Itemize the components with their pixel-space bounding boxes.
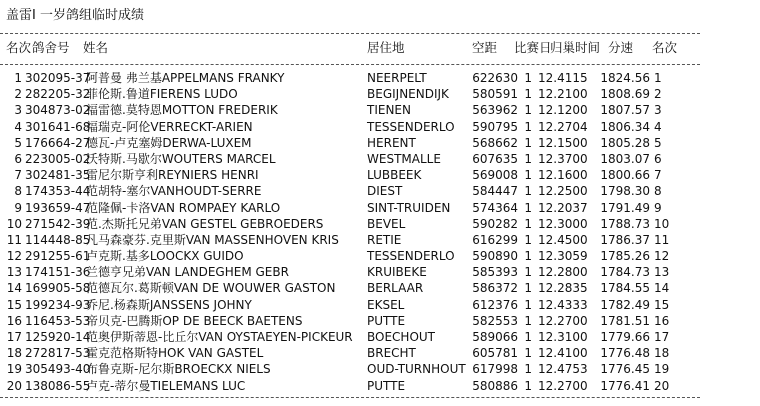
cell-ring-number: 305493-40	[25, 362, 91, 377]
cell-distance: 616299	[472, 232, 518, 247]
cell-speed: 1786.37	[600, 232, 650, 247]
cell-speed: 1784.73	[600, 265, 650, 280]
cell-return-time: 12.2100	[538, 87, 588, 102]
cell-return-time: 12.3700	[538, 151, 588, 166]
cell-rank: 7	[14, 168, 22, 183]
cell-location: KRUIBEKE	[367, 265, 427, 280]
cell-distance: 568662	[472, 135, 518, 150]
cell-name: 范胡特-塞尔VANHOUDT-SERRE	[86, 184, 262, 199]
table-row	[0, 234, 700, 250]
cell-distance: 563962	[472, 103, 518, 118]
cell-race-day: 1	[524, 184, 532, 199]
cell-return-time: 12.2835	[538, 281, 588, 296]
cell-return-time: 12.2037	[538, 200, 588, 215]
cell-location: LUBBEEK	[367, 168, 422, 183]
cell-position: 4	[654, 119, 662, 134]
divider-header	[0, 64, 700, 65]
cell-race-day: 1	[524, 168, 532, 183]
cell-position: 7	[654, 168, 662, 183]
cell-return-time: 12.2800	[538, 265, 588, 280]
table-row	[0, 88, 700, 104]
cell-race-day: 1	[524, 362, 532, 377]
header-name: 姓名	[83, 40, 109, 55]
cell-return-time: 12.2704	[538, 119, 588, 134]
cell-race-day: 1	[524, 297, 532, 312]
cell-position: 12	[654, 249, 670, 264]
cell-distance: 589066	[472, 330, 518, 344]
cell-ring-number: 174151-36	[25, 265, 91, 280]
cell-position: 9	[654, 200, 662, 215]
cell-race-day: 1	[524, 265, 532, 280]
cell-name: 帝贝克-巴腾斯OP DE BEECK BAETENS	[86, 313, 303, 328]
cell-distance: 569008	[472, 168, 518, 183]
table-row	[0, 331, 700, 347]
cell-position: 16	[654, 313, 670, 328]
cell-distance: 622630	[472, 71, 518, 85]
cell-ring-number: 302095-37	[25, 71, 91, 85]
cell-location: BEGIJNENDIJK	[367, 87, 449, 102]
cell-location: BERLAAR	[367, 281, 424, 296]
cell-name: 菲伦斯.鲁道FIERENS LUDO	[86, 87, 238, 102]
cell-name: 布鲁克斯-尼尔斯BROECKX NIELS	[86, 362, 271, 377]
table-row	[0, 104, 700, 120]
table-row	[0, 363, 700, 379]
cell-rank: 11	[6, 232, 22, 247]
cell-location: TIENEN	[367, 103, 411, 118]
cell-name: 兰德亨兄弟VAN LANDEGHEM GEBR	[86, 265, 289, 280]
cell-speed: 1803.07	[600, 151, 650, 166]
table-row	[0, 153, 700, 169]
cell-distance: 574364	[472, 200, 518, 215]
cell-rank: 3	[14, 103, 22, 118]
cell-race-day: 1	[524, 330, 532, 344]
cell-location: WESTMALLE	[367, 151, 441, 166]
cell-location: RETIE	[367, 232, 402, 247]
cell-speed: 1776.48	[600, 346, 650, 361]
header-ring-number: 鸽舍号	[32, 40, 70, 55]
cell-distance: 580591	[472, 87, 518, 102]
cell-distance: 590282	[472, 216, 518, 231]
cell-speed: 1806.34	[600, 119, 650, 134]
cell-distance: 585393	[472, 265, 518, 280]
cell-location: SINT-TRUIDEN	[367, 200, 451, 215]
cell-position: 15	[654, 297, 670, 312]
cell-ring-number: 169905-58	[25, 281, 91, 296]
header-distance: 空距	[472, 40, 498, 55]
cell-name: 霍克范格斯特HOK VAN GASTEL	[86, 346, 264, 361]
cell-ring-number: 125920-14	[25, 330, 91, 344]
cell-ring-number: 272817-53	[25, 346, 91, 361]
cell-ring-number: 116453-53	[25, 313, 91, 328]
cell-speed: 1791.49	[600, 200, 650, 215]
cell-name: 凡马森豪芬.克里斯VAN MASSENHOVEN KRIS	[86, 232, 339, 247]
table-row	[0, 218, 700, 234]
cell-name: 范.杰斯托兄弟VAN GESTEL GEBROEDERS	[86, 216, 324, 231]
cell-race-day: 1	[524, 232, 532, 247]
table-row	[0, 315, 700, 331]
cell-rank: 18	[6, 346, 22, 361]
cell-return-time: 12.3059	[538, 249, 588, 264]
cell-location: BRECHT	[367, 346, 416, 361]
cell-location: NEERPELT	[367, 71, 427, 85]
divider-top	[0, 33, 700, 34]
cell-return-time: 12.4753	[538, 362, 588, 377]
table-row	[0, 282, 700, 298]
cell-ring-number: 282205-32	[25, 87, 91, 102]
cell-name: 乔尼.杨森斯JANSSENS JOHNY	[86, 297, 252, 312]
cell-name: 阿普曼 弗兰基APPELMANS FRANKY	[86, 71, 285, 85]
cell-name: 福雷德.莫特恩MOTTON FREDERIK	[86, 103, 278, 118]
cell-name: 卢克-蒂尔曼TIELEMANS LUC	[86, 378, 246, 393]
cell-ring-number: 193659-47	[25, 200, 91, 215]
cell-rank: 15	[6, 297, 22, 312]
table-row	[0, 72, 700, 88]
table-row	[0, 121, 700, 137]
cell-ring-number: 114448-85	[25, 232, 91, 247]
header-rank: 名次	[6, 40, 32, 55]
cell-distance: 590795	[472, 119, 518, 134]
cell-location: PUTTE	[367, 378, 406, 393]
cell-rank: 16	[6, 313, 22, 328]
cell-distance: 590890	[472, 249, 518, 264]
cell-ring-number: 301641-68	[25, 119, 91, 134]
cell-distance: 617998	[472, 362, 518, 377]
cell-distance: 607635	[472, 151, 518, 166]
cell-location: EKSEL	[367, 297, 405, 312]
header-speed: 分速	[608, 40, 634, 55]
cell-return-time: 12.3000	[538, 216, 588, 231]
cell-speed: 1782.49	[600, 297, 650, 312]
cell-distance: 584447	[472, 184, 518, 199]
cell-return-time: 12.2700	[538, 313, 588, 328]
cell-position: 13	[654, 265, 670, 280]
cell-rank: 1	[14, 71, 22, 85]
cell-rank: 10	[6, 216, 22, 231]
cell-ring-number: 199234-93	[25, 297, 91, 312]
cell-position: 19	[654, 362, 670, 377]
cell-ring-number: 174353-44	[25, 184, 91, 199]
cell-location: HERENT	[367, 135, 416, 150]
cell-name: 范隆佩-卡洛VAN ROMPAEY KARLO	[86, 200, 281, 215]
cell-speed: 1808.69	[600, 87, 650, 102]
table-row	[0, 185, 700, 201]
cell-name: 卢克斯.基多LOOCKX GUIDO	[86, 249, 244, 264]
table-row	[0, 380, 700, 396]
cell-return-time: 12.2700	[538, 378, 588, 393]
cell-race-day: 1	[524, 87, 532, 102]
header-return-time: 归巢时间	[550, 40, 601, 55]
cell-speed: 1798.30	[600, 184, 650, 199]
cell-speed: 1785.26	[600, 249, 650, 264]
cell-position: 17	[654, 330, 670, 344]
cell-speed: 1784.55	[600, 281, 650, 296]
cell-race-day: 1	[524, 200, 532, 215]
table-row	[0, 202, 700, 218]
cell-position: 10	[654, 216, 670, 231]
cell-race-day: 1	[524, 216, 532, 231]
cell-race-day: 1	[524, 346, 532, 361]
cell-location: PUTTE	[367, 313, 406, 328]
cell-name: 范德瓦尔.葛斯顿VAN DE WOUWER GASTON	[86, 281, 336, 296]
cell-rank: 20	[6, 378, 22, 393]
cell-position: 8	[654, 184, 662, 199]
cell-position: 6	[654, 151, 662, 166]
cell-race-day: 1	[524, 119, 532, 134]
cell-ring-number: 138086-55	[25, 378, 91, 393]
cell-rank: 19	[6, 362, 22, 377]
cell-rank: 4	[14, 119, 22, 134]
cell-position: 5	[654, 135, 662, 150]
cell-return-time: 12.2500	[538, 184, 588, 199]
cell-distance: 612376	[472, 297, 518, 312]
table-row	[0, 137, 700, 153]
cell-position: 18	[654, 346, 670, 361]
cell-speed: 1824.56	[600, 71, 650, 85]
cell-location: BEVEL	[367, 216, 406, 231]
cell-return-time: 12.1600	[538, 168, 588, 183]
results-table	[0, 72, 700, 396]
cell-race-day: 1	[524, 103, 532, 118]
cell-name: 雷尼尔斯亨利REYNIERS HENRI	[86, 168, 259, 183]
table-row	[0, 299, 700, 315]
cell-rank: 17	[6, 330, 22, 344]
cell-race-day: 1	[524, 313, 532, 328]
cell-name: 沃特斯.马歇尔WOUTERS MARCEL	[86, 151, 276, 166]
cell-return-time: 12.1500	[538, 135, 588, 150]
cell-return-time: 12.4115	[538, 71, 588, 85]
cell-distance: 605781	[472, 346, 518, 361]
cell-name: 德瓦-卢克塞姆DERWA-LUXEM	[86, 135, 252, 150]
table-row	[0, 347, 700, 363]
header-race-day: 比赛日	[514, 40, 552, 55]
cell-ring-number: 271542-39	[25, 216, 91, 231]
cell-ring-number: 302481-35	[25, 168, 91, 183]
cell-ring-number: 291255-61	[25, 249, 91, 264]
cell-name: 福瑞克-阿伦VERRECKT-ARIEN	[86, 119, 253, 134]
cell-speed: 1800.66	[600, 168, 650, 183]
cell-speed: 1776.41	[600, 378, 650, 393]
cell-position: 2	[654, 87, 662, 102]
cell-location: OUD-TURNHOUT	[367, 362, 466, 377]
cell-speed: 1779.66	[600, 330, 650, 344]
cell-race-day: 1	[524, 135, 532, 150]
cell-name: 范奥伊斯蒂恩-比丘尔VAN OYSTAEYEN-PICKEUR	[86, 330, 353, 344]
cell-speed: 1805.28	[600, 135, 650, 150]
cell-position: 20	[654, 378, 670, 393]
cell-race-day: 1	[524, 249, 532, 264]
cell-speed: 1776.45	[600, 362, 650, 377]
cell-rank: 14	[6, 281, 22, 296]
table-row	[0, 169, 700, 185]
cell-distance: 580886	[472, 378, 518, 393]
cell-return-time: 12.3100	[538, 330, 588, 344]
cell-ring-number: 223005-02	[25, 151, 91, 166]
cell-rank: 13	[6, 265, 22, 280]
cell-speed: 1788.73	[600, 216, 650, 231]
divider-bottom	[0, 397, 700, 398]
cell-return-time: 12.4100	[538, 346, 588, 361]
cell-rank: 2	[14, 87, 22, 102]
cell-rank: 5	[14, 135, 22, 150]
cell-race-day: 1	[524, 151, 532, 166]
cell-speed: 1807.57	[600, 103, 650, 118]
header-location: 居住地	[367, 40, 405, 55]
cell-rank: 12	[6, 249, 22, 264]
cell-return-time: 12.4500	[538, 232, 588, 247]
cell-location: BOECHOUT	[367, 330, 436, 344]
cell-rank: 6	[14, 151, 22, 166]
cell-location: TESSENDERLO	[367, 119, 455, 134]
cell-position: 14	[654, 281, 670, 296]
table-row	[0, 250, 700, 266]
cell-race-day: 1	[524, 378, 532, 393]
cell-race-day: 1	[524, 281, 532, 296]
cell-distance: 582553	[472, 313, 518, 328]
header-position: 名次	[652, 40, 678, 55]
cell-location: DIEST	[367, 184, 403, 199]
table-row	[0, 266, 700, 282]
cell-return-time: 12.1200	[538, 103, 588, 118]
cell-position: 3	[654, 103, 662, 118]
cell-position: 1	[654, 71, 662, 85]
cell-distance: 586372	[472, 281, 518, 296]
cell-speed: 1781.51	[600, 313, 650, 328]
cell-rank: 8	[14, 184, 22, 199]
page-title: 盖雷I 一岁鸽组临时成绩	[6, 8, 144, 23]
cell-ring-number: 304873-02	[25, 103, 91, 118]
cell-return-time: 12.4333	[538, 297, 588, 312]
cell-location: TESSENDERLO	[367, 249, 455, 264]
cell-position: 11	[654, 232, 670, 247]
cell-race-day: 1	[524, 71, 532, 85]
cell-rank: 9	[14, 200, 22, 215]
cell-ring-number: 176664-27	[25, 135, 91, 150]
